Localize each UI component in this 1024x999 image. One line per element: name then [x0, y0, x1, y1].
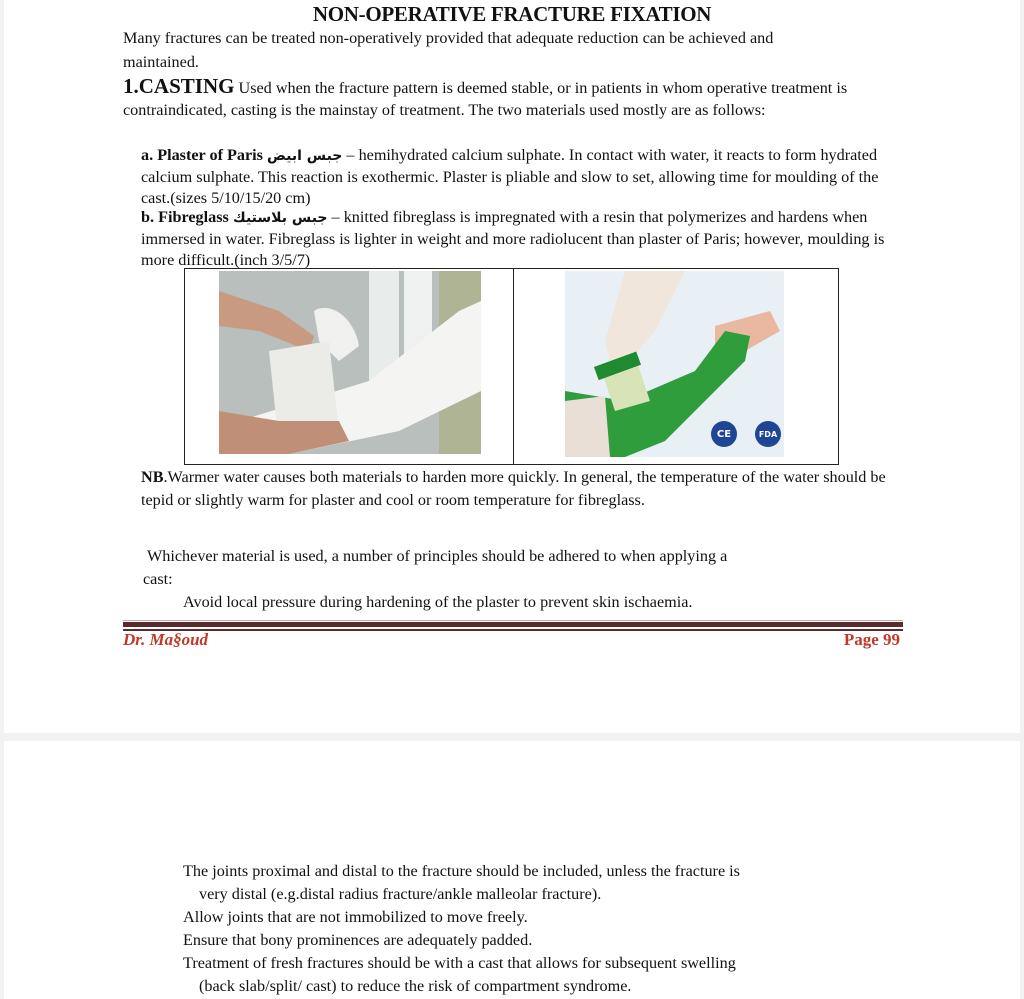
material-description: – knitted fibreglass is impregnated with a resin that polymerizes and hardens when immersed in water. Fibreglass is lighter in weight and more radiolucent than plaster of Paris; however, moulding is more difficult.(inch 3/5/7) — [141, 208, 885, 269]
page-title: NON-OPERATIVE FRACTURE FIXATION — [312, 2, 712, 26]
principle-item: Avoid local pressure during hardening of the plaster to prevent skin ischaemia. — [183, 593, 693, 611]
list-item — [183, 906, 903, 929]
fda-mark-icon: FDA — [755, 421, 781, 447]
list-item — [183, 952, 903, 998]
footer-rule-highlight — [123, 620, 903, 621]
cast-images-table — [184, 268, 839, 465]
list-item-line: Allow joints that are not immobilized to move freely. — [183, 908, 528, 926]
document-page-99 — [4, 0, 1020, 733]
material-arabic-name: جبس ابيض — [267, 148, 343, 164]
casting-section — [123, 75, 883, 121]
fibreglass-cast-photo — [565, 271, 784, 457]
material-plaster-of-paris — [141, 145, 901, 209]
list-item-line: very distal (e.g.distal radius fracture/ankle malleolar fracture). — [199, 885, 602, 903]
list-item — [183, 860, 903, 906]
material-label: a. Plaster of Paris — [141, 146, 263, 164]
footer-rule-thin — [123, 629, 903, 631]
principles-intro — [143, 545, 887, 591]
casting-text: Used when the fracture pattern is deemed stable, or in patients in whom operative treatment is contraindicated, casting is the mainstay of treatment. The two materials used mostly are as follows: — [123, 79, 848, 119]
footer-author: Dr. Ma§oud — [123, 630, 209, 649]
material-arabic-name: جبس بلاستيك — [232, 210, 328, 226]
list-item-line: Treatment of fresh fractures should be with a cast that allows for subsequent swelling — [183, 954, 736, 972]
fibreglass-cast-illustration — [565, 271, 784, 457]
list-item-line: Ensure that bony prominences are adequately padded. — [183, 931, 533, 949]
list-item-line: (back slab/split/ cast) to reduce the risk of compartment syndrome. — [199, 977, 632, 995]
ce-mark-icon: CE — [711, 421, 737, 447]
intro-line-1: Many fractures can be treated non-operatively provided that adequate reduction can be achieved and — [123, 29, 774, 47]
plaster-of-paris-cast-photo — [219, 271, 481, 454]
principles-line-1: Whichever material is used, a number of principles should be adhered to when applying a — [147, 547, 728, 565]
casting-heading: 1.CASTING — [123, 74, 235, 98]
nb-text: .Warmer water causes both materials to harden more quickly. In general, the temperature of the water should be tepid or slightly warm for plaster and cool or room temperature for fibreglass. — [141, 468, 886, 509]
plaster-cast-illustration — [219, 271, 481, 454]
material-description: – hemihydrated calcium sulphate. In contact with water, it reacts to form hydrated calcium sulphate. This reaction is exothermic. Plaster is pliable and slow to set, allowing time for moulding of the cast.(sizes 5/10/15/20 cm) — [141, 146, 879, 207]
document-page-100 — [4, 741, 1020, 999]
list-item — [183, 929, 903, 952]
footer-rule-thick — [123, 622, 903, 627]
nb-label: NB — [141, 468, 164, 486]
material-fibreglass — [141, 207, 901, 271]
image-cell-plaster — [185, 269, 514, 464]
footer-page-number: Page 99 — [843, 630, 900, 649]
intro-paragraph — [123, 27, 883, 74]
principles-line-2: cast: — [143, 570, 173, 588]
principles-list — [183, 860, 903, 998]
nb-note — [141, 466, 901, 511]
material-label: b. Fibreglass — [141, 208, 229, 226]
image-cell-fibreglass — [514, 269, 838, 464]
intro-line-2: maintained. — [123, 53, 199, 71]
list-item-line: The joints proximal and distal to the fracture should be included, unless the fracture is — [183, 862, 740, 880]
